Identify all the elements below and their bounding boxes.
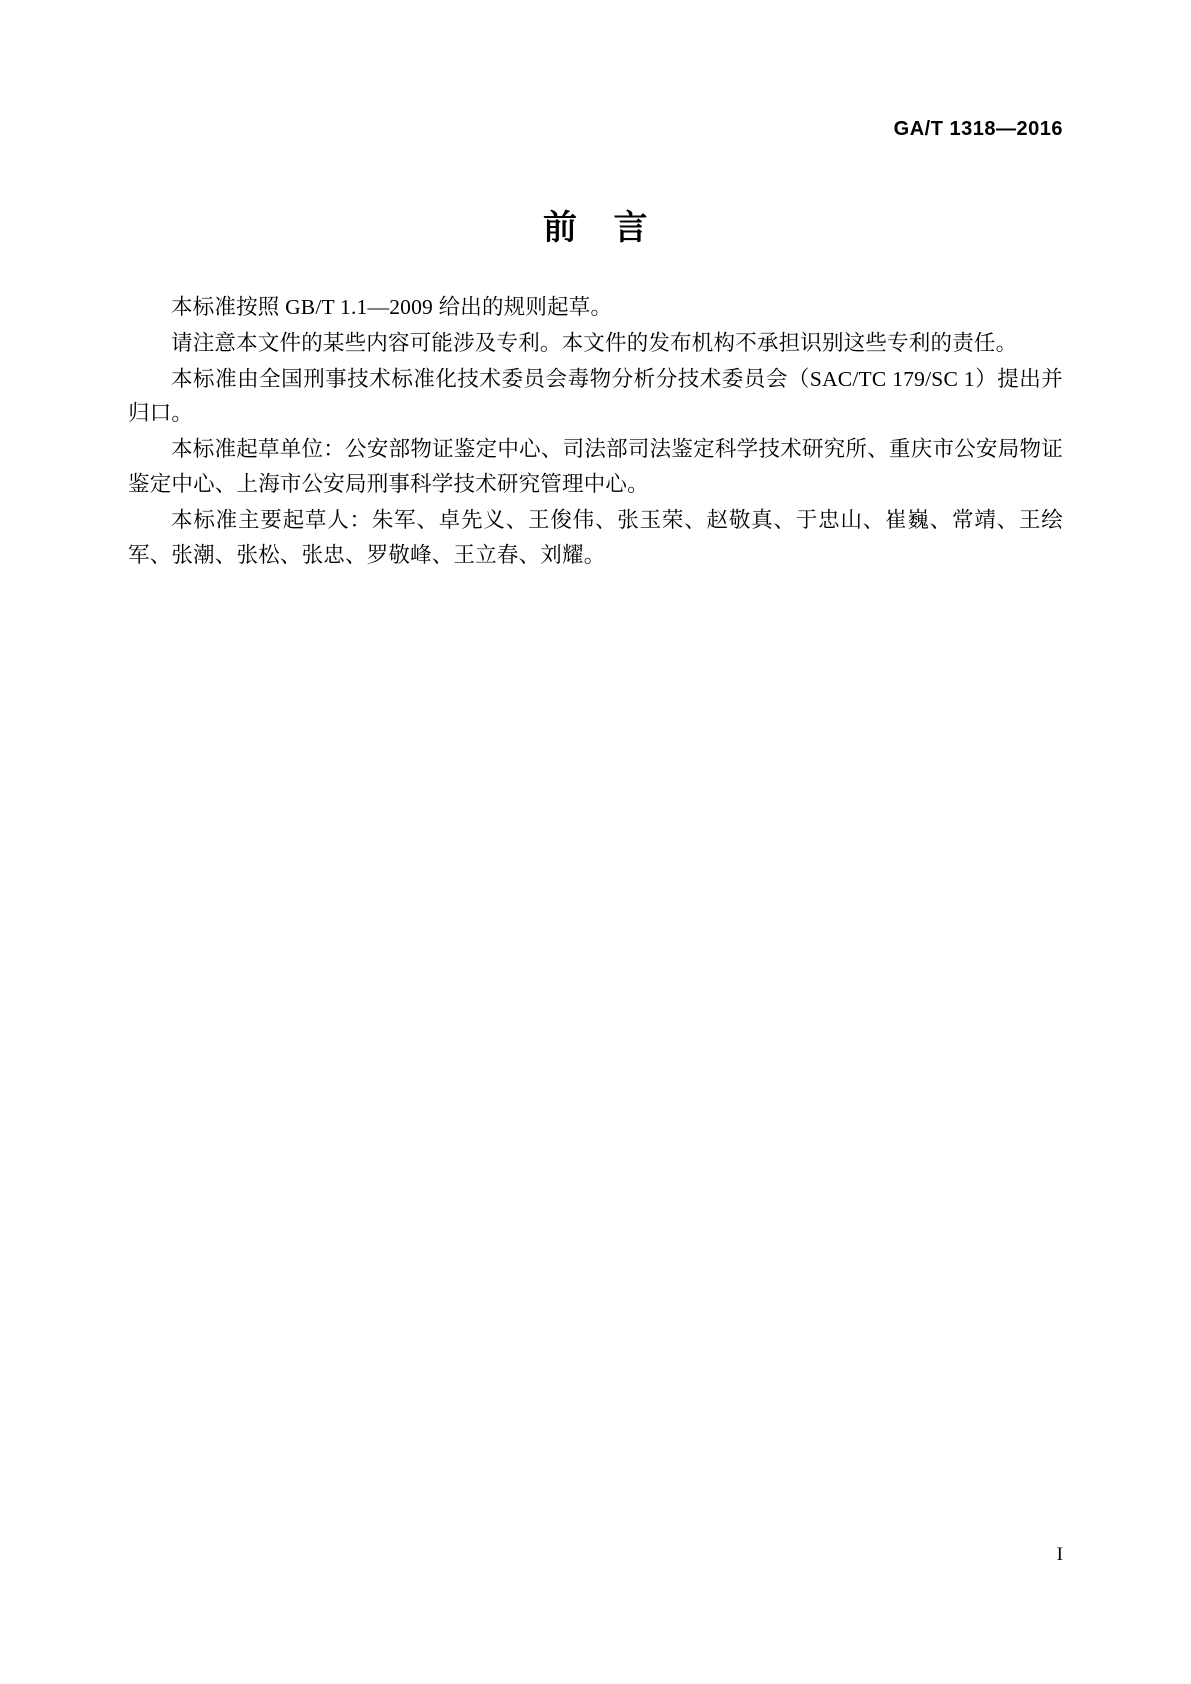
- page-title-char-2: 言: [613, 210, 648, 247]
- page-title-char-1: 前: [543, 210, 578, 247]
- foreword-paragraph: 本标准主要起草人：朱军、卓先义、王俊伟、张玉荣、赵敬真、于忠山、崔巍、常靖、王绘军、张潮、张松、张忠、罗敬峰、王立春、刘耀。: [128, 507, 1063, 567]
- page-header-standard-code: GA/T 1318—2016: [893, 118, 1063, 140]
- foreword-paragraph: 本标准按照 GB/T 1.1—2009 给出的规则起草。: [171, 295, 613, 319]
- foreword-paragraph: 请注意本文件的某些内容可能涉及专利。本文件的发布机构不承担识别这些专利的责任。: [171, 330, 1018, 355]
- foreword-paragraph: 本标准起草单位：公安部物证鉴定中心、司法部司法鉴定科学技术研究所、重庆市公安局物证鉴定中心、上海市公安局刑事科学技术研究管理中心。: [128, 437, 1063, 497]
- page-number: I: [1056, 1544, 1063, 1565]
- foreword-body: [128, 290, 1063, 574]
- foreword-paragraph: 本标准由全国刑事技术标准化技术委员会毒物分析分技术委员会（SAC/TC 179/SC 1）提出并归口。: [128, 366, 1063, 426]
- page-title: [0, 200, 1191, 249]
